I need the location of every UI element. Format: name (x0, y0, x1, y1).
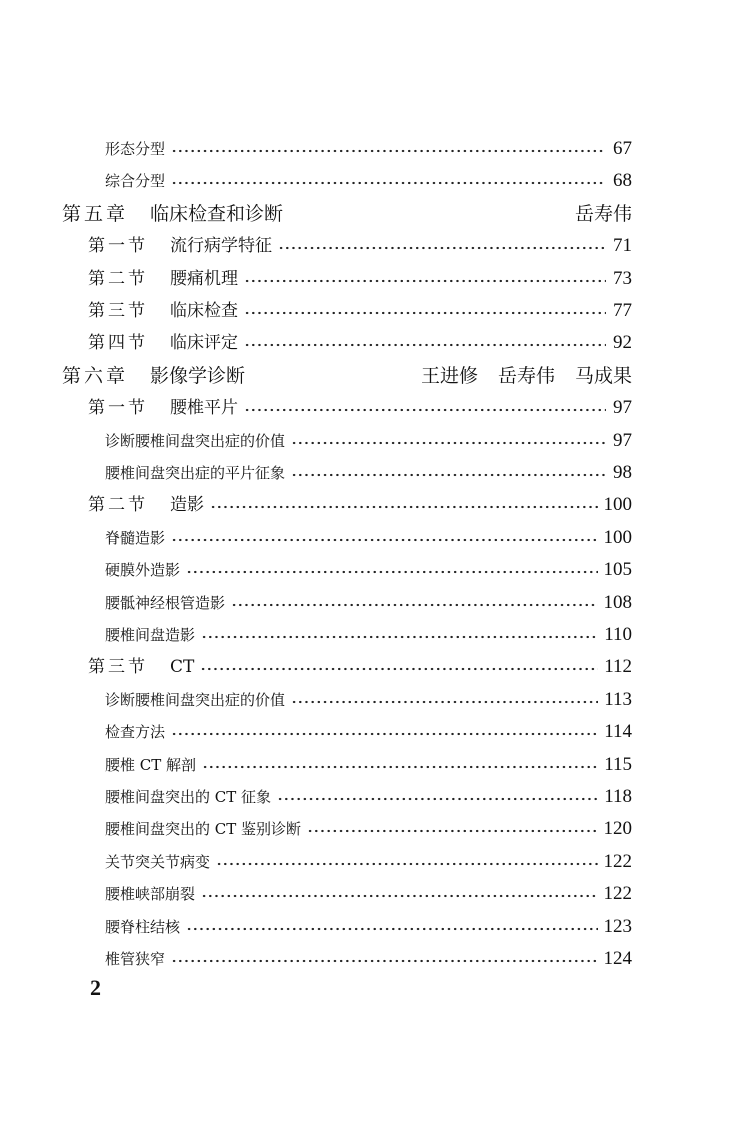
chapter-number: 第五章 (62, 202, 129, 225)
dot-leader (171, 148, 606, 154)
entry-title-text: 脊髓造影 (105, 528, 166, 547)
entry-title (88, 494, 204, 516)
dot-leader (291, 699, 598, 705)
entry-title (88, 656, 194, 678)
dot-leader (201, 893, 597, 899)
dot-leader (244, 342, 606, 348)
entry-title-text: 流行病学特征 (170, 236, 272, 257)
entry-title (105, 138, 165, 160)
toc-section (88, 389, 632, 419)
toc-subsection (105, 843, 632, 873)
dot-leader (171, 537, 597, 543)
page-ref: 73 (613, 267, 632, 289)
chapter-authors (283, 203, 632, 225)
entry-title (105, 592, 225, 614)
dot-leader (244, 278, 606, 284)
entry-title (88, 235, 272, 257)
entry-title (105, 883, 195, 905)
page-ref: 97 (613, 429, 632, 451)
entry-title-text: 综合分型 (105, 172, 166, 191)
toc-subsection (105, 875, 632, 905)
toc-subsection (105, 940, 632, 970)
entry-title-text: 腰椎平片 (170, 398, 238, 419)
page-ref: 120 (603, 818, 632, 840)
page-ref: 92 (613, 332, 632, 354)
chapter-number: 第六章 (62, 364, 129, 387)
entry-title-text: 形态分型 (105, 140, 166, 158)
page-ref: 122 (603, 883, 632, 905)
page-ref: 100 (603, 526, 632, 548)
entry-title (105, 527, 165, 549)
section-number: 第四节 (88, 333, 148, 354)
toc-subsection (105, 681, 632, 711)
entry-title-text: 临床检查和诊断 (150, 202, 284, 225)
toc-subsection (105, 162, 632, 192)
entry-title-text: 腰椎间盘突出的 CT 征象 (105, 788, 272, 806)
dot-leader (307, 828, 597, 834)
entry-title-text: 腰椎间盘突出症的平片征象 (105, 464, 286, 482)
entry-title-text: 腰脊柱结核 (105, 917, 181, 936)
page-ref: 97 (613, 397, 632, 419)
entry-title-text: 临床检查 (170, 301, 238, 321)
dot-leader (291, 440, 606, 446)
entry-title (88, 300, 238, 322)
entry-title (105, 754, 196, 776)
section-number: 第二节 (88, 495, 148, 516)
author-name: 王进修 (420, 364, 478, 387)
entry-title-text: 腰椎峡部崩裂 (105, 885, 196, 904)
dot-leader (244, 407, 606, 413)
chapter-authors (245, 365, 632, 387)
toc-subsection (105, 908, 632, 938)
entry-title-text: 腰椎间盘造影 (105, 626, 196, 644)
page-ref: 124 (603, 948, 632, 969)
dot-leader (278, 245, 606, 251)
page-ref: 105 (603, 559, 632, 581)
entry-title-text: 影像学诊断 (150, 364, 246, 387)
toc-chapter (62, 195, 632, 225)
entry-title (105, 689, 285, 711)
entry-title-text: 硬膜外造影 (105, 561, 181, 580)
section-number: 第二节 (88, 268, 148, 289)
section-number: 第一节 (88, 398, 148, 419)
page-ref: 118 (604, 786, 632, 807)
dot-leader (291, 472, 606, 478)
entry-title (105, 624, 195, 646)
toc-subsection (105, 454, 632, 484)
dot-leader (171, 958, 597, 964)
entry-title-text: 腰痛机理 (170, 268, 238, 289)
page-ref: 67 (613, 138, 632, 159)
entry-title (105, 916, 180, 938)
page-ref: 115 (604, 753, 632, 775)
page-ref: 108 (603, 591, 632, 613)
page-ref: 123 (603, 915, 632, 937)
entry-title-text: 诊断腰椎间盘突出症的价值 (105, 690, 286, 709)
entry-title (88, 332, 238, 354)
page-ref: 113 (604, 688, 632, 710)
toc-subsection (105, 616, 632, 646)
toc-subsection (105, 422, 632, 452)
toc-section (88, 648, 632, 678)
author-name: 岳寿伟 (497, 364, 555, 387)
entry-title-text: 检查方法 (105, 723, 166, 742)
entry-title (105, 170, 165, 192)
entry-title-text: 腰椎 CT 解剖 (105, 755, 197, 774)
toc-section (88, 292, 632, 322)
page-ref: 100 (603, 494, 632, 516)
section-number: 第一节 (88, 236, 148, 257)
entry-title (62, 203, 283, 225)
entry-title (105, 430, 285, 452)
author-name: 马成果 (574, 364, 632, 387)
dot-leader (210, 504, 598, 510)
toc-subsection (105, 551, 632, 581)
toc-section (88, 227, 632, 257)
entry-title-text: CT (170, 657, 195, 678)
page-number: 2 (90, 975, 101, 1000)
toc-chapter (62, 357, 632, 387)
dot-leader (277, 796, 598, 802)
page-ref: 98 (613, 462, 632, 483)
toc-subsection (105, 746, 632, 776)
page-ref: 68 (613, 170, 632, 192)
author-name: 岳寿伟 (574, 202, 632, 225)
dot-leader (200, 666, 598, 672)
page-ref: 112 (604, 656, 632, 678)
toc-section (88, 486, 632, 516)
toc-subsection (105, 584, 632, 614)
dot-leader (171, 731, 598, 737)
section-number: 第三节 (88, 657, 148, 678)
entry-title-text: 关节突关节病变 (105, 852, 211, 871)
entry-title (88, 397, 238, 419)
toc-subsection (105, 519, 632, 549)
toc-subsection (105, 713, 632, 743)
entry-title-text: 临床评定 (170, 333, 238, 354)
entry-title-text: 腰椎间盘突出的 CT 鉴别诊断 (105, 820, 302, 839)
toc-subsection (105, 130, 632, 160)
dot-leader (216, 861, 597, 867)
dot-leader (244, 310, 606, 316)
entry-title-text: 椎管狭窄 (105, 950, 166, 968)
entry-title (105, 721, 165, 743)
entry-title (62, 365, 245, 387)
page-ref: 114 (604, 721, 632, 743)
page-ref: 71 (613, 235, 632, 257)
page-ref: 77 (613, 300, 632, 321)
page-ref: 110 (604, 624, 632, 645)
dot-leader (186, 926, 597, 932)
entry-title-text: 腰骶神经根管造影 (105, 593, 226, 612)
entry-title (105, 786, 271, 808)
section-number: 第三节 (88, 301, 148, 321)
entry-title (105, 462, 285, 484)
entry-title (105, 818, 301, 840)
entry-title (105, 559, 180, 581)
toc-subsection (105, 778, 632, 808)
entry-title-text: 诊断腰椎间盘突出症的价值 (105, 431, 286, 450)
dot-leader (231, 602, 597, 608)
dot-leader (201, 634, 598, 640)
entry-title-text: 造影 (170, 495, 204, 516)
toc-section (88, 260, 632, 290)
dot-leader (186, 569, 597, 575)
page-ref: 122 (603, 850, 632, 872)
dot-leader (171, 180, 606, 186)
entry-title (105, 948, 165, 970)
toc-subsection (105, 810, 632, 840)
toc-section (88, 324, 632, 354)
entry-title (88, 268, 238, 290)
entry-title (105, 851, 210, 873)
dot-leader (202, 764, 598, 770)
